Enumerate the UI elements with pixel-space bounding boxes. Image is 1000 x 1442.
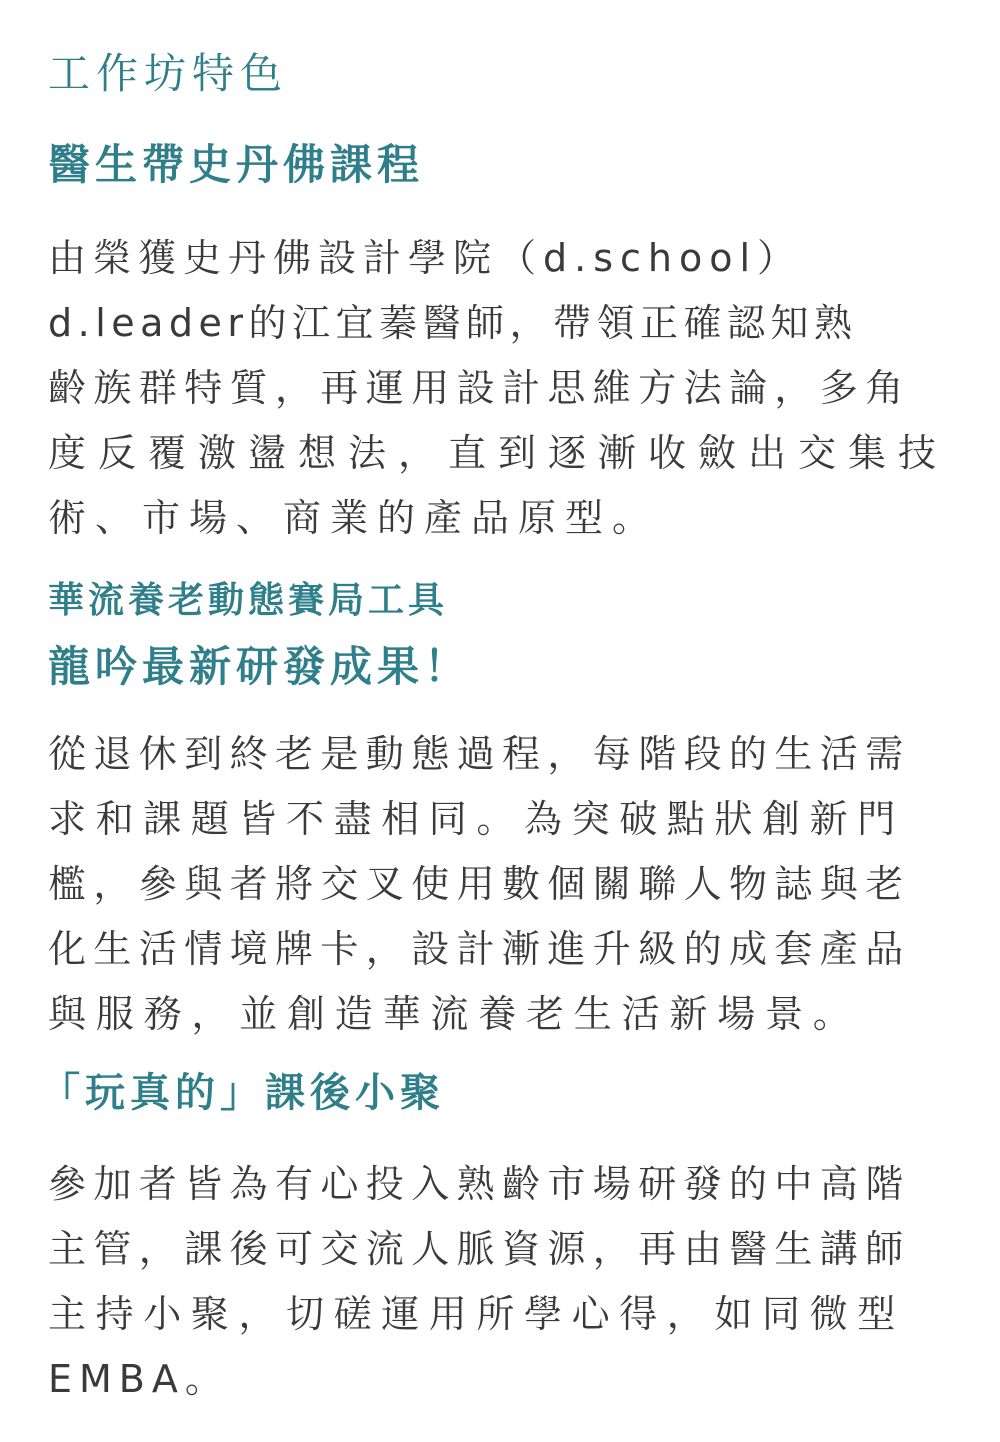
heading-stanford-course: 醫生帶史丹佛課程	[48, 140, 425, 189]
heading-tool-line2: 龍吟最新研發成果！	[48, 642, 472, 691]
text-line: 與服務，並創造華流養老生活新場景。	[48, 992, 861, 1036]
text-line: 主管，課後可交流人脈資源，再由醫生講師	[48, 1227, 911, 1271]
text-line: 檻，參與者將交叉使用數個關聯人物誌與老	[48, 862, 911, 906]
text-line: d.leader的江宜蓁醫師，帶領正確認知熟	[48, 301, 858, 345]
text-line: 主持小聚，切磋運用所學心得，如同微型	[48, 1292, 905, 1336]
heading-meetup: 「玩真的」課後小聚	[40, 1070, 445, 1116]
heading-tool-line1: 華流養老動態賽局工具	[48, 580, 449, 621]
paragraph-stanford-course	[48, 226, 952, 551]
text-line: 參加者皆為有心投入熟齡市場研發的中高階	[48, 1162, 911, 1206]
text-line: 從退休到終老是動態過程，每階段的生活需	[48, 732, 911, 776]
text-line: 度反覆激盪想法，直到逐漸收斂出交集技	[48, 431, 949, 475]
text-line: EMBA。	[48, 1357, 230, 1401]
text-line: 求和課題皆不盡相同。為突破點狀創新門	[48, 797, 905, 841]
paragraph-meetup	[48, 1152, 952, 1412]
text-line: 術、市場、商業的產品原型。	[48, 496, 660, 540]
text-line: 齡族群特質，再運用設計思維方法論，多角	[48, 366, 911, 410]
text-line: 由榮獲史丹佛設計學院（d.school）	[48, 236, 803, 280]
text-line: 化生活情境牌卡，設計漸進升級的成套產品	[48, 927, 911, 971]
section-title: 工作坊特色	[48, 49, 289, 98]
paragraph-tool	[48, 722, 952, 1047]
